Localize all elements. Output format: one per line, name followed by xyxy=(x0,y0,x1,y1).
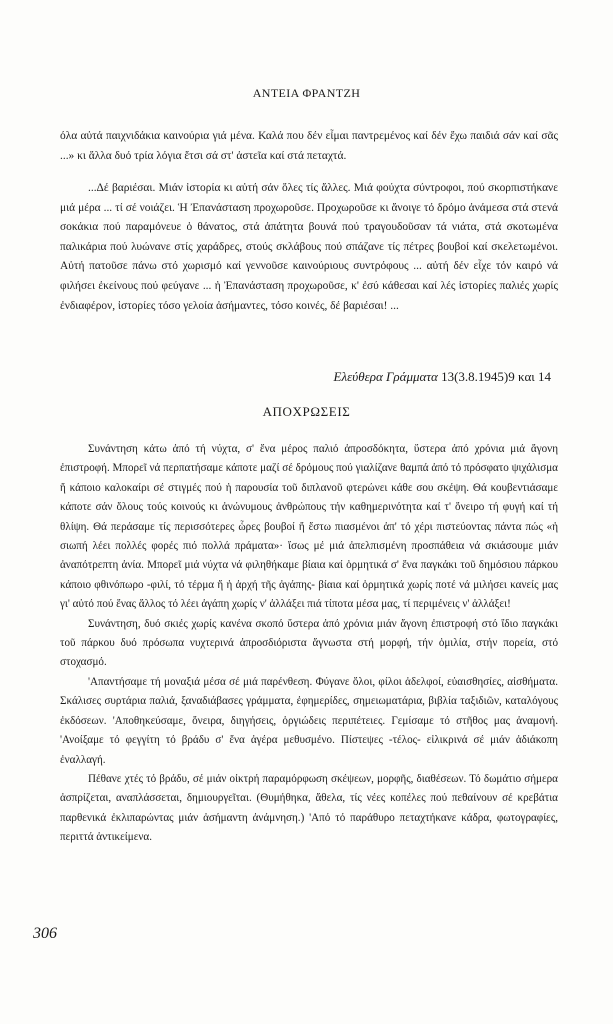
continuation-paragraph-1-block xyxy=(60,127,558,166)
page-number: 306 xyxy=(33,925,57,942)
section-paragraph-3: 'Απαντήσαμε τή μοναξιά μέσα σέ μιά παρένθεση. Φύγανε ὅλοι, φίλοι ἀδελφοί, εὐαισθησίες, αἰσθήματα. Σκάλισες συρτάρια παλιά, ξαναδιάβασες γράμματα, ἐφημερίδες, σημειωματάρια, βιβλία ταξιδιῶν, καταλόγους ἐκδόσεων. 'Αποθηκεύσαμε, ὄνειρα, διηγήσεις, ὀργιώδεις περιπέτειες. Γεμίσαμε τό στῆθος μας ἀναμονή. 'Ανοίξαμε τό φεγγίτη τό βράδυ σ' ἕνα ἀγέρα μεθυσμένο. Πίστεψες -τέλος- εἰλικρινά σέ μιάν ἀδιάκοπη ἐναλλαγή. xyxy=(60,675,558,766)
section-title: ΑΠΟΧΡΩΣΕΙΣ xyxy=(262,404,351,419)
section-paragraph-2: Συνάντηση, δυό σκιές χωρίς κανένα σκοπό ὕστερα ἀπό χρόνια μιάν ἄγονη ἐπιστροφή στό ἴδιο παγκάκι τοῦ πάρκου δυό πρόσωπα νυχτερινά ἀπροσδιόριστα ἄγνωστα στή μορφή, τήν ὁμιλία, στήν πορεία, στό στοχασμό. xyxy=(60,617,558,669)
section-paragraph-1: Συνάντηση κάτω ἀπό τή νύχτα, σ' ἕνα μέρος παλιό ἀπροσδόκητα, ὕστερα ἀπό χρόνια μιά ἄγονη ἐπιστροφή. Μπορεῖ νά περπατήσαμε κάποτε μαζί σέ δρόμους πού γιαλίζανε θαμπά ἀπό τό πρόσφατο ψιχάλισμα ἤ κάποιο καλοκαίρι σέ στιγμές πού ἡ παρουσία τοῦ διπλανοῦ φτερώνει κάθε σου σκέψη. Θά κουβεντιάσαμε κάποτε σάν ὅλους τούς κοινούς κι ἀνώνυμους ἀνθρώπους τήν καθημερινότητα καί τ' ὄνειρο τή φυγή καί τή θλίψη. Θά περάσαμε τίς περισσότερες ὧρες βουβοί ἤ ἔστω πιασμένοι ἀπ' τό χέρι πιστεύοντας πάντα πώς «ἡ σιωπή λέει πολλές φορές πιό πολλά πράματα»· ἴσως μέ μιά ἀπελπισμένη προσπάθεια νά σκιάσουμε μιάν ἀναπότρεπτη ἀνία. Μπορεῖ μιά νύχτα νά φιληθήκαμε βίαια καί ὁρμητικά σ' ἕνα παγκάκι τοῦ δημόσιου πάρκου κάποιο φθινόπωρο -φιλί, τό τέρμα ἤ ἡ ἀρχή τῆς ἀγάπης- βίαια καί ὁρμητικά χωρίς ποτέ νά μιλήσει κανείς μας γι' αὐτό πού ἕνας ἄλλος τό λέει ἀγάπη χωρίς ν' ἀλλάξει πιά τίποτα μέσα μας, τί περιμένεις ν' ἀλλάξει! xyxy=(60,443,558,611)
source-title: Ελεύθερα Γράμματα xyxy=(333,369,438,384)
source-details: 13(3.8.1945)9 και 14 xyxy=(441,369,551,384)
continuation-paragraph-1: όλα αὐτά παιχνιδάκια καινούρια γιά μένα. Καλά που δέν εἶμαι παντρεμένος καί δέν ἔχω παιδιά σάν καί σᾶς ...» κι ἄλλα δυό τρία λόγια ἔτσι σά στ' ἀστεῖα καί στά πεταχτά. xyxy=(60,130,558,162)
section-paragraph-4: Πέθανε χτές τό βράδυ, σέ μιάν οἰκτρή παραμόρφωση σκέψεων, μορφῆς, διαθέσεων. Τό δωμάτιο σήμερα ἀσπρίζεται, αναπλάσσεται, δημιουργεῖται. (Θυμήθηκα, ἄθελα, τίς νέες κοπέλες πού πεθαίνουν σέ κρεβάτια παρθενικά ἐκλιπαρώντας μιάν ἀσήμαντη ἀνάμνηση.) 'Από τό παράθυρο πεταχτήκανε κάδρα, φωτογραφίες, περιττά ἀντικείμενα. xyxy=(60,772,558,844)
source-citation xyxy=(334,369,551,385)
section-body xyxy=(60,440,558,848)
continuation-paragraph-2: ...Δέ βαριέσαι. Μιάν ἱστορία κι αὐτή σάν ὅλες τίς ἄλλες. Μιά φούχτα σύντροφοι, πού σκορπιστήκανε μιά μέρα ... τί σέ νοιάζει. Ἡ Ἐπανάσταση προχωροῦσε. Προχωροῦσε κι ἄνοιγε τό δρόμο ἀνάμεσα στά στενά σοκάκια πού παραμόνευε ὁ θάνατος, στά ἀπάτητα βουνά πού τραγουδοῦσαν τά νιάτα, στά σκοτωμένα παλικάρια πού λυώνανε στίς χαράδρες, στούς σκλάβους πού σπάζανε τίς πέτρες βουβοί καί σκελετωμένοι. Αὐτή πατοῦσε πάνω στό χωρισμό καί γεννοῦσε καινούριους συντρόφους ... αὐτή δέν εἶχε τόν καιρό νά φιλήσει ἐκείνους πού φεύγανε ... ἡ Ἐπανάσταση προχωροῦσε, κ' ἐσύ κάθεσαι καί λές ἱστορίες παλιές χωρίς ἐνδιαφέρον, ἱστορίες τόσο γελοία ἀσήμαντες, τόσο κοινές, δέ βαριέσαι! ... xyxy=(60,182,558,312)
continuation-paragraph-2-block xyxy=(60,179,558,316)
running-header-author: ΑΝΤΕΙΑ ΦΡΑΝΤΖΗ xyxy=(252,86,361,100)
